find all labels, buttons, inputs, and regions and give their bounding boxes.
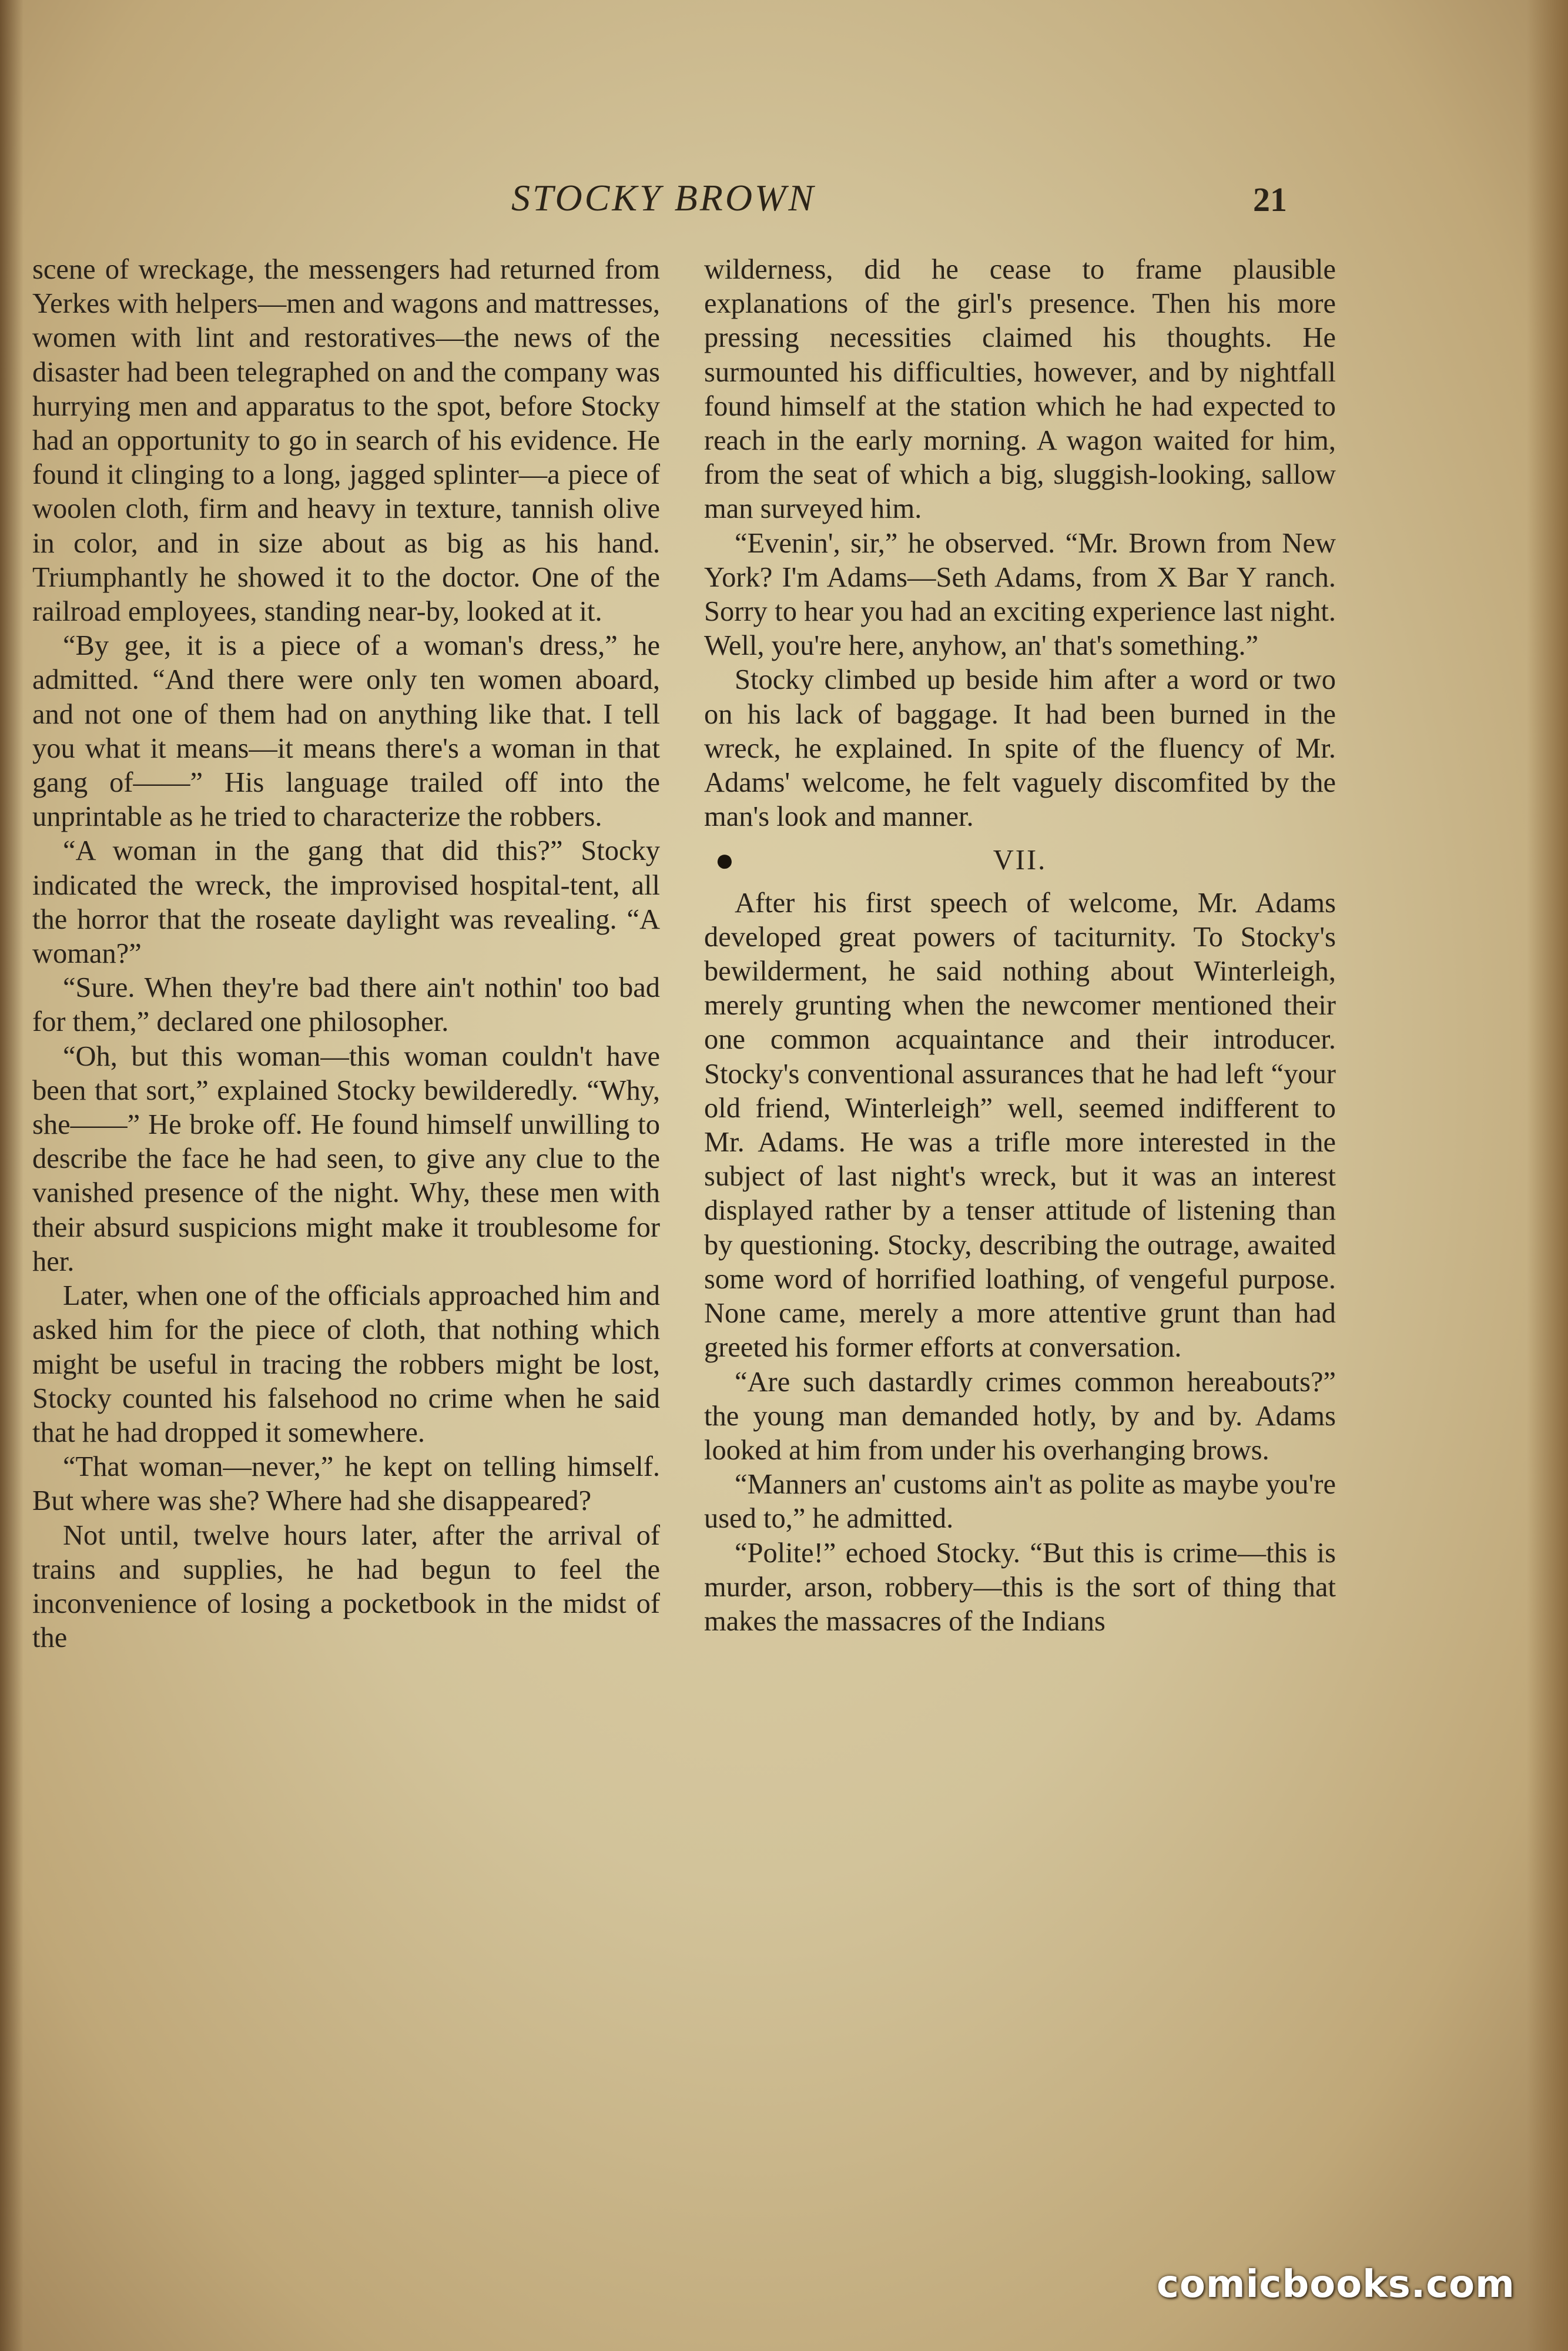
- right-column: [704, 253, 1336, 1639]
- site-watermark: comicbooks.com: [1157, 2263, 1515, 2306]
- page-header: [0, 176, 1568, 229]
- paragraph: “By gee, it is a piece of a woman's dress,” he admitted. “And there were only ten women aboard, and not one of them had on anything like that. I tell you what it means—it means there's a woman in that gang of——” His language trailed off into the unprintable as he tried to characterize the robbers.: [32, 630, 660, 833]
- paragraph: “Oh, but this woman—this woman couldn't have been that sort,” explained Stocky bewilderedly. “Why, she——” He broke off. He found himself unwilling to describe the face he had seen, to give any clue to the vanished presence of the night. Why, these men with their absurd suspicions might make it troublesome for her.: [32, 1040, 660, 1277]
- paragraph: wilderness, did he cease to frame plausible explanations of the girl's presence. Then his more pressing necessities claimed his thoughts. He surmounted his difficulties, however, and by nightfall found himself at the station which he had expected to reach in the early morning. A wagon waited for him, from the seat of which a big, sluggish-looking, sallow man surveyed him.: [704, 254, 1336, 525]
- page-edge-shadow-left: [0, 0, 24, 2351]
- left-column: [32, 253, 660, 1655]
- paragraph: “That woman—never,” he kept on telling himself. But where was she? Where had she disappeared?: [32, 1451, 660, 1517]
- paragraph: “Evenin', sir,” he observed. “Mr. Brown from New York? I'm Adams—Seth Adams, from X Bar Y ranch. Sorry to hear you had an exciting experience last night. Well, you're here, anyhow, an' that's something.”: [704, 527, 1336, 662]
- page-edge-shadow-right: [1527, 0, 1568, 2351]
- paragraph: “A woman in the gang that did this?” Stocky indicated the wreck, the improvised hospital-tent, all the horror that the roseate daylight was revealing. “A woman?”: [32, 835, 660, 970]
- page-number: 21: [1253, 180, 1287, 219]
- paragraph: Later, when one of the officials approached him and asked him for the piece of cloth, that nothing which might be useful in tracing the robbers might be lost, Stocky counted his falsehood no crime when he said that he had dropped it somewhere.: [32, 1280, 660, 1448]
- section-number: VII.: [993, 845, 1047, 876]
- paragraph: After his first speech of welcome, Mr. Adams developed great powers of taciturnity. To Stocky's bewilderment, he said nothing about Winterleigh, merely grunting when the newcomer mentioned their one common acquaintance and their introducer. Stocky's conventional assurances that he had left “your old friend, Winterleigh” well, seemed indifferent to Mr. Adams. He was a trifle more interested in the subject of last night's wreck, but it was an interest displayed rather by a tenser attitude of listening than by questioning. Stocky, describing the outrage, awaited some word of horrified loathing, of vengeful purpose. None came, merely a more attentive grunt than had greeted his former efforts at conversation.: [704, 887, 1336, 1364]
- paragraph: “Sure. When they're bad there ain't nothin' too bad for them,” declared one philosopher.: [32, 972, 660, 1038]
- running-head: STOCKY BROWN: [511, 177, 816, 219]
- chapter-section-heading: [704, 843, 1336, 878]
- paragraph: “Are such dastardly crimes common hereabouts?” the young man demanded hotly, by and by. Adams looked at him from under his overhanging brows.: [704, 1366, 1336, 1466]
- paragraph: scene of wreckage, the messengers had returned from Yerkes with helpers—men and wagons and mattresses, women with lint and restoratives—the news of the disaster had been telegraphed on and the company was hurrying men and apparatus to the spot, before Stocky had an opportunity to go in search of his evidence. He found it clinging to a long, jagged splinter—a piece of woolen cloth, firm and heavy in texture, tannish olive in color, and in size about as big as his hand. Triumphantly he showed it to the doctor. One of the railroad employees, standing near-by, looked at it.: [32, 254, 660, 628]
- ink-blot-mark: ●: [715, 842, 736, 879]
- paragraph: “Polite!” echoed Stocky. “But this is crime—this is murder, arson, robbery—this is the sort of thing that makes the massacres of the Indians: [704, 1537, 1336, 1637]
- paragraph: Stocky climbed up beside him after a word or two on his lack of baggage. It had been burned in the wreck, he explained. In spite of the fluency of Mr. Adams' welcome, he felt vaguely discomfited by the man's look and manner.: [704, 664, 1336, 833]
- paragraph: “Manners an' customs ain't as polite as maybe you're used to,” he admitted.: [704, 1469, 1336, 1535]
- paragraph: Not until, twelve hours later, after the arrival of trains and supplies, he had begun to feel the inconvenience of losing a pocketbook in the midst of the: [32, 1519, 660, 1654]
